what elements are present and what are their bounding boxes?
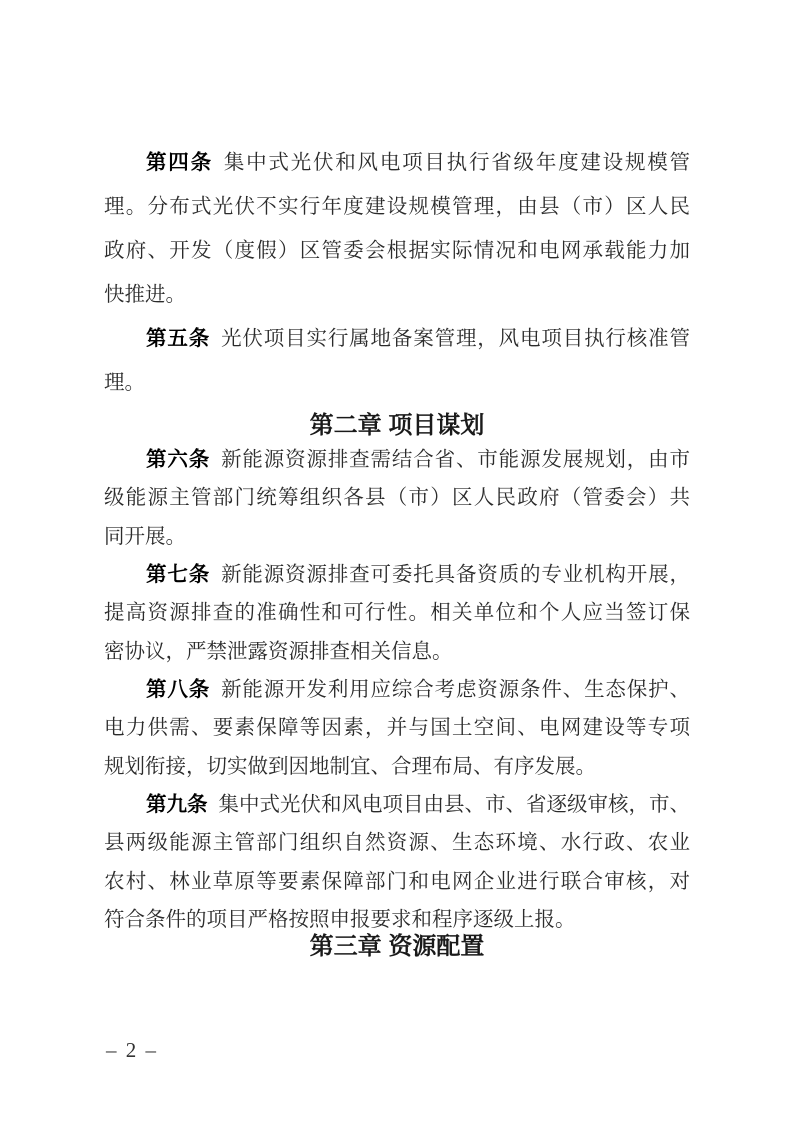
article-7-first-line-text: 新能源资源排查可委托具备资质的专业机构开展， (221, 563, 690, 586)
text-line: 县两级能源主管部门组织自然资源、生态环境、水行政、农业 (104, 832, 690, 855)
text-line: 农村、林业草原等要素保障部门和电网企业进行联合审核，对 (104, 870, 690, 893)
chapter-2-heading: 第二章 项目谋划 (309, 412, 485, 439)
text-line: 密协议，严禁泄露资源排查相关信息。 (104, 640, 453, 663)
text-line: 理。 (104, 372, 145, 394)
article-6-term: 第六条 (146, 449, 211, 471)
text-line (104, 141, 690, 185)
text-line: 快推进。 (104, 284, 186, 306)
article-9-paragraph (104, 786, 690, 939)
article-9-first-line-text: 集中式光伏和风电项目由县、市、省逐级审核，市、 (218, 793, 690, 816)
article-4-term: 第四条 (146, 152, 213, 174)
text-line (104, 786, 690, 824)
article-5-paragraph (104, 317, 690, 405)
article-7-term: 第七条 (146, 563, 211, 586)
chapter-3-heading: 第三章 资源配置 (309, 933, 485, 960)
text-line: 级能源主管部门统筹组织各县（市）区人民政府（管委会）共 (104, 487, 690, 510)
text-line: 政府、开发（度假）区管委会根据实际情况和电网承载能力加 (104, 240, 690, 262)
article-8-first-line-text: 新能源开发利用应综合考虑资源条件、生态保护、 (221, 678, 690, 701)
text-line: 提高资源排查的准确性和可行性。相关单位和个人应当签订保 (104, 602, 690, 625)
article-6-paragraph (104, 441, 690, 556)
text-line (104, 441, 690, 479)
body-section-1 (104, 141, 690, 405)
text-line (104, 317, 690, 361)
text-line (104, 556, 690, 594)
article-4-first-line-text: 集中式光伏和风电项目执行省级年度建设规模管 (223, 152, 690, 174)
text-line (104, 671, 690, 709)
article-4-paragraph (104, 141, 690, 317)
text-line: 理。分布式光伏不实行年度建设规模管理，由县（市）区人民 (104, 196, 690, 218)
article-8-paragraph (104, 671, 690, 786)
page-number: – 2 – (106, 1038, 158, 1062)
article-5-term: 第五条 (146, 328, 211, 350)
article-9-term: 第九条 (146, 793, 208, 816)
article-7-paragraph (104, 556, 690, 671)
text-line: 规划衔接，切实做到因地制宜、合理布局、有序发展。 (104, 755, 596, 778)
article-5-first-line-text: 光伏项目实行属地备案管理，风电项目执行核准管 (221, 328, 690, 350)
text-line: 同开展。 (104, 525, 186, 548)
article-8-term: 第八条 (146, 678, 211, 701)
text-line: 符合条件的项目严格按照申报要求和程序逐级上报。 (104, 908, 576, 931)
text-line: 电力供需、要素保障等因素，并与国土空间、电网建设等专项 (104, 717, 690, 740)
body-section-2 (104, 441, 690, 939)
article-6-first-line-text: 新能源资源排查需结合省、市能源发展规划，由市 (221, 449, 690, 471)
